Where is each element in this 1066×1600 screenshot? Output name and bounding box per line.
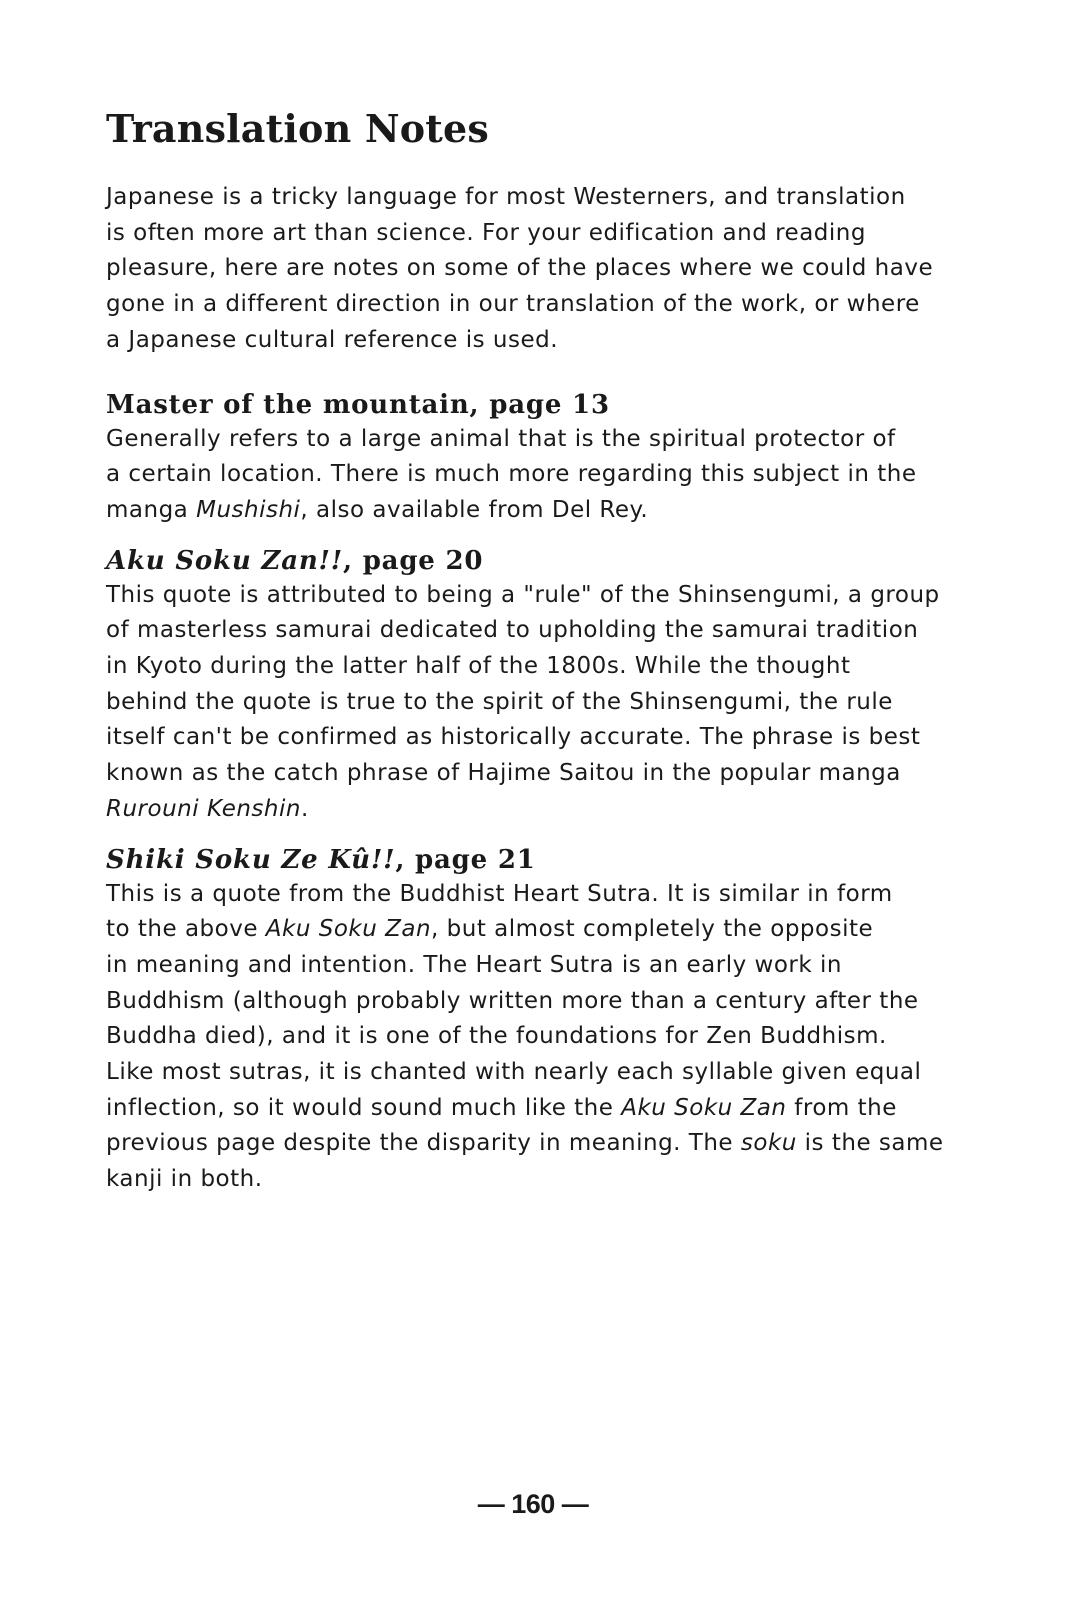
page-number: — 160 — [477,1489,589,1519]
note-shiki-soku-ze-ku [106,840,986,1198]
note-line [106,792,986,828]
note-line [106,493,986,529]
note-line: Buddhism (although probably written more than a century after the [106,987,919,1014]
note-line: behind the quote is true to the spirit of the Shinsengumi, the rule [106,688,893,715]
text-fragment: previous page despite the disparity in meaning. The [106,1130,741,1157]
note-aku-soku-zan [106,541,986,828]
italic-term: Aku Soku Zan [265,916,432,943]
intro-line: gone in a different direction in our translation of the work, or where [106,291,920,318]
note-heading-page: page 13 [479,389,610,420]
intro-line: Japanese is a tricky language for most Westerners, and translation [106,184,906,210]
note-line: in Kyoto during the latter half of the 1800s. While the thought [106,653,851,680]
note-line: of masterless samurai dedicated to upholding the samurai tradition [106,617,919,644]
note-heading-term: Shiki Soku Ze Kû!! [106,844,396,875]
text-fragment: manga [106,496,197,523]
intro-paragraph [106,180,986,359]
note-line: Generally refers to a large animal that is the spiritual protector of [106,425,896,452]
intro-line: pleasure, here are notes on some of the places where we could have [106,255,934,282]
note-line [106,1091,986,1127]
note-line [106,1126,986,1162]
text-fragment: inflection, so it would sound much like the [106,1094,622,1121]
note-line: Buddha died), and it is one of the foundations for Zen Buddhism. [106,1023,887,1050]
note-heading-term: Master of the mountain, [106,389,480,420]
note-line: a certain location. There is much more regarding this subject in the [106,461,917,488]
note-heading-page: , page 20 [343,545,484,576]
intro-line: is often more art than science. For your edification and reading [106,219,866,246]
page-title: Translation Notes [106,106,490,151]
note-line: itself can't be confirmed as historically accurate. The phrase is best [106,724,921,751]
note-line [106,912,986,948]
text-fragment: . [300,795,309,822]
note-body [106,422,986,529]
italic-title: Rurouni Kenshin [106,795,301,822]
text-fragment: is the same [796,1130,944,1157]
note-heading-term: Aku Soku Zan!! [106,545,343,576]
note-line: This is a quote from the Buddhist Heart Sutra. It is similar in form [106,880,893,907]
document-page [106,100,986,1210]
note-line: Like most sutras, it is chanted with nearly each syllable given equal [106,1059,922,1086]
note-heading-page: , page 21 [395,844,536,875]
note-body [106,877,986,1198]
note-heading [106,385,986,425]
note-body [106,578,986,828]
note-line: This quote is attributed to being a "rule" of the Shinsengumi, a group [106,581,940,608]
note-heading [106,840,986,880]
note-master-of-the-mountain [106,385,986,529]
italic-title: Mushishi [196,496,301,523]
italic-term: Aku Soku Zan [621,1094,787,1121]
text-fragment: , but almost completely the opposite [431,916,874,943]
note-line: known as the catch phrase of Hajime Saitou in the popular manga [106,760,901,787]
intro-line: a Japanese cultural reference is used. [106,326,559,353]
text-fragment: from the [786,1094,897,1121]
italic-term: soku [740,1130,797,1157]
note-line: kanji in both. [106,1166,263,1193]
text-fragment: to the above [106,916,266,943]
text-fragment: , also available from Del Rey. [300,496,649,523]
note-line: in meaning and intention. The Heart Sutra is an early work in [106,951,842,978]
note-heading [106,541,986,581]
